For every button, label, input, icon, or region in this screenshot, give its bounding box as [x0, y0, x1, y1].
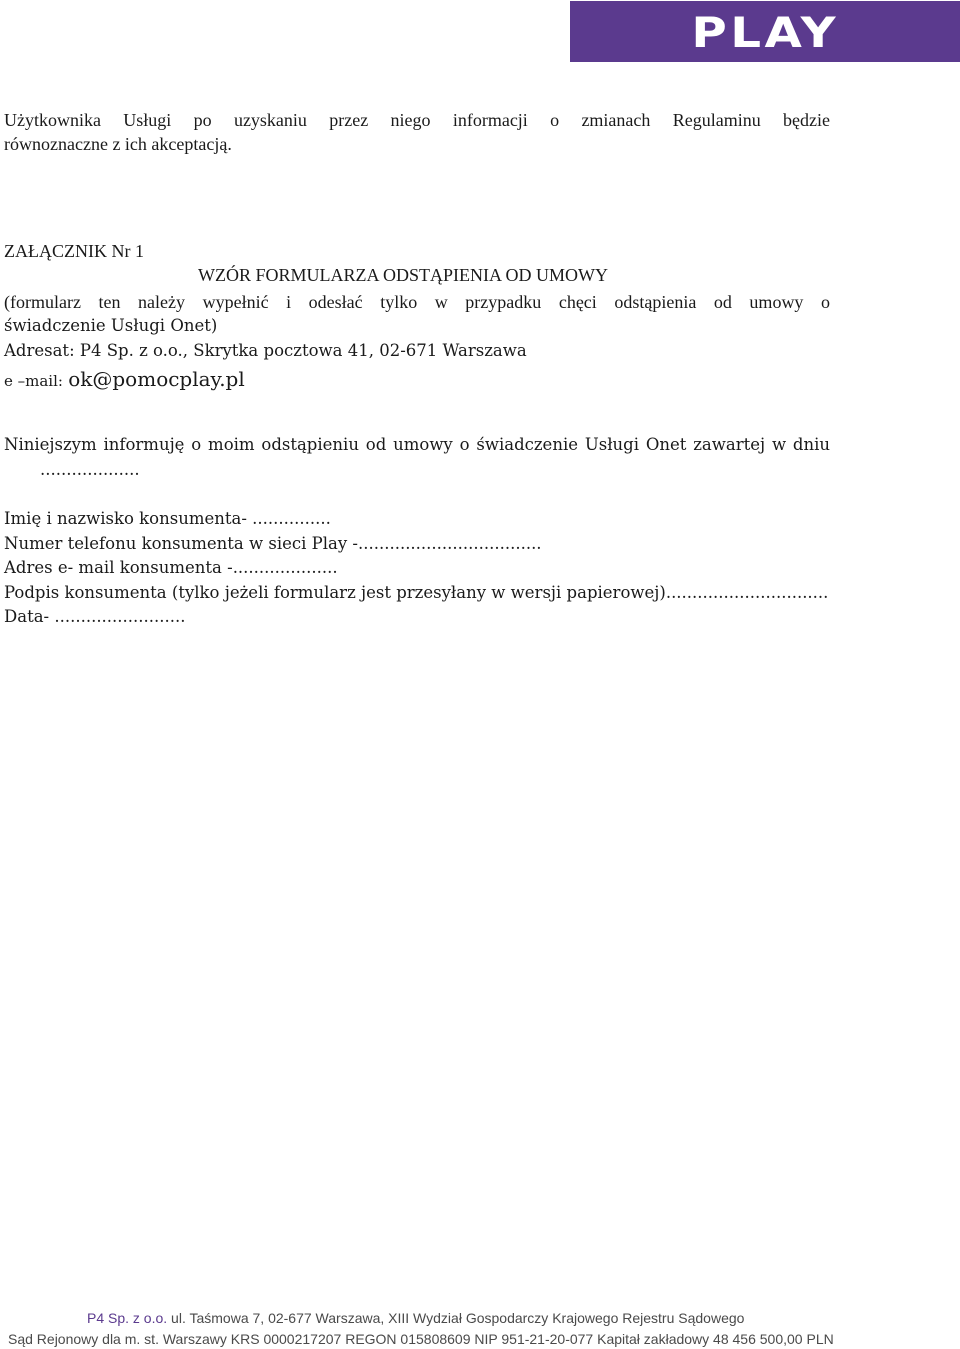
- field-consumer-email: Adres e- mail konsumenta -....................: [4, 558, 338, 577]
- play-logo: [570, 1, 960, 62]
- address-line: [4, 339, 527, 363]
- footer-line-2: Sąd Rejonowy dla m. st. Warszawy KRS 0000217207 REGON 015808609 NIP 951-21-20-077 Kapitał zakładowy 48 456 500,00 PLN: [8, 1331, 834, 1347]
- intro-line-2: równoznaczne z ich akceptacją.: [4, 134, 232, 154]
- annex-number: ZAŁĄCZNIK Nr 1: [4, 241, 144, 261]
- form-title: WZÓR FORMULARZA ODSTĄPIENIA OD UMOWY: [198, 265, 609, 285]
- statement-line-1: Niniejszym informuję o moim odstąpieniu od umowy o świadczenie Usługi Onet zawartej w dniu: [4, 435, 830, 454]
- form-note-line-2: świadczenie Usługi Onet): [4, 316, 218, 335]
- form-note-line-1: (formularz ten należy wypełnić i odesłać tylko w przypadku chęci odstąpienia od umowy o: [4, 292, 830, 312]
- email-address: ok@pomocplay.pl: [68, 367, 245, 391]
- field-consumer-name: Imię i nazwisko konsumenta- ...............: [4, 509, 331, 528]
- footer-address: ul. Taśmowa 7, 02-677 Warszawa, XIII Wydział Gospodarczy Krajowego Rejestru Sądowego: [167, 1310, 745, 1326]
- field-consumer-signature: Podpis konsumenta (tylko jeżeli formularz jest przesyłany w wersji papierowej)...............................: [4, 583, 829, 602]
- footer-company: P4 Sp. z o.o.: [87, 1310, 168, 1326]
- address-company: P4 Sp. z o.o.: [79, 341, 183, 360]
- address-label: Adresat:: [4, 341, 75, 360]
- email-label: e –mail:: [4, 372, 63, 390]
- email-line: [4, 367, 245, 393]
- footer-line-1: [87, 1309, 744, 1327]
- address-details: , Skrytka pocztowa 41, 02-671 Warszawa: [182, 341, 527, 360]
- intro-line-1: Użytkownika Usługi po uzyskaniu przez niego informacji o zmianach Regulaminu będzie: [4, 110, 830, 130]
- statement-date-blank: ...................: [40, 460, 140, 479]
- field-date: Data- .........................: [4, 607, 186, 626]
- field-consumer-phone: Numer telefonu konsumenta w sieci Play -...................................: [4, 534, 542, 553]
- logo-text: PLAY: [691, 7, 839, 57]
